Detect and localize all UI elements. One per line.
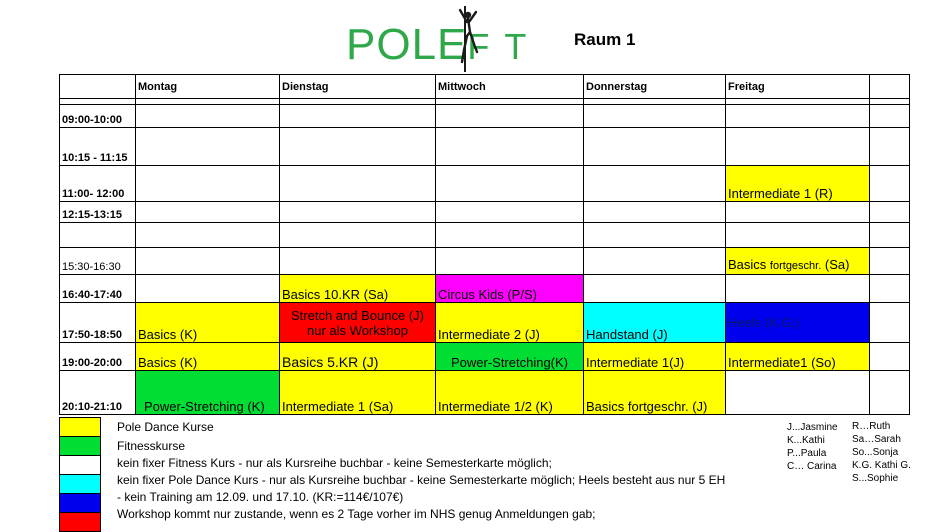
- time-label: 10:15 - 11:15: [60, 128, 136, 166]
- instructor-name: K.G. Kathi G.: [852, 460, 911, 471]
- class-cell: Power-Stretching(K): [436, 343, 584, 371]
- time-label: 15:30-16:30: [60, 248, 136, 275]
- time-row: [60, 248, 910, 275]
- legend-swatch: [59, 512, 101, 532]
- day-header: Freitag: [726, 75, 870, 99]
- legend-text: Pole Dance Kurse: [117, 420, 214, 434]
- instructor-name: So...Sonja: [852, 447, 899, 458]
- time-row: [60, 128, 910, 166]
- class-cell: Handstand (J): [584, 303, 726, 343]
- time-label: [60, 223, 136, 248]
- instructor-name: J...Jasmine: [787, 422, 838, 433]
- class-cell: Intermediate 1 (Sa): [280, 371, 436, 415]
- pole-dancer-icon: [450, 6, 480, 72]
- class-cell: Basics fortgeschr. (J): [584, 371, 726, 415]
- class-cell: Basics 10.KR (Sa): [280, 275, 436, 303]
- time-row: [60, 371, 910, 415]
- time-row: [60, 343, 910, 371]
- logo-f: F: [467, 26, 491, 67]
- legend-swatch: [59, 474, 101, 494]
- class-cell: Power-Stretching (K): [136, 371, 280, 415]
- instructor-name: P...Paula: [787, 448, 827, 459]
- class-cell: Intermediate 1(J): [584, 343, 726, 371]
- extra-col-header: [870, 75, 910, 99]
- header-row: [60, 75, 910, 99]
- time-label: 20:10-21:10: [60, 371, 136, 415]
- instructor-name: S...Sophie: [852, 473, 899, 484]
- class-cell: Intermediate1 (So): [726, 343, 870, 371]
- time-row: [60, 275, 910, 303]
- class-cell: Intermediate 1/2 (K): [436, 371, 584, 415]
- legend-swatch: [59, 455, 101, 475]
- class-cell: Basics (K): [136, 343, 280, 371]
- class-cell: Heels (K.G.): [726, 303, 870, 343]
- time-row: [60, 303, 910, 343]
- time-label: 11:00- 12:00: [60, 166, 136, 202]
- legend-text: kein fixer Pole Dance Kurs - nur als Kursreihe buchbar - keine Semesterkarte möglich; Heels besteht aus nur 5 EH: [117, 473, 726, 487]
- corner-cell: [60, 75, 136, 99]
- class-cell: Intermediate 1 (R): [726, 166, 870, 202]
- time-row: [60, 105, 910, 128]
- legend-swatch: [59, 493, 101, 513]
- instructor-list-left: [787, 421, 838, 473]
- time-label: 17:50-18:50: [60, 303, 136, 343]
- day-header: Mittwoch: [436, 75, 584, 99]
- logo-t: T: [504, 26, 528, 67]
- class-cell: Circus Kids (P/S): [436, 275, 584, 303]
- time-row: [60, 166, 910, 202]
- time-label: 16:40-17:40: [60, 275, 136, 303]
- class-cell: Stretch and Bounce (J) nur als Workshop: [280, 303, 436, 343]
- instructor-name: K...Kathi: [787, 435, 825, 446]
- logo-pole: POLE: [346, 20, 468, 69]
- instructor-name: C… Carina: [787, 461, 837, 472]
- instructor-name: R…Ruth: [852, 421, 891, 432]
- class-cell: Basics 5.KR (J): [280, 343, 436, 371]
- logo-text: [346, 20, 527, 70]
- legend-text: kein fixer Fitness Kurs - nur als Kursreihe buchbar - keine Semesterkarte möglich;: [117, 456, 552, 470]
- legend-text: Workshop kommt nur zustande, wenn es 2 Tage vorher im NHS genug Anmeldungen gab;: [117, 507, 596, 521]
- schedule-table: [59, 74, 910, 415]
- legend-text: Fitnesskurse: [117, 439, 186, 453]
- time-label: 09:00-10:00: [60, 105, 136, 128]
- legend-text: - kein Training am 12.09. und 17.10. (KR:=114€/107€): [117, 490, 404, 504]
- time-row: [60, 202, 910, 223]
- legend-swatch: [59, 436, 101, 456]
- class-cell: Basics fortgeschr. (Sa): [726, 248, 870, 275]
- legend-swatch: [59, 417, 101, 437]
- class-cell: Basics (K): [136, 303, 280, 343]
- time-label: 19:00-20:00: [60, 343, 136, 371]
- room-title: Raum 1: [574, 30, 636, 49]
- day-header: Dienstag: [280, 75, 436, 99]
- instructor-list-right: [852, 420, 911, 485]
- day-header: Montag: [136, 75, 280, 99]
- time-label: 12:15-13:15: [60, 202, 136, 223]
- instructor-name: Sa…Sarah: [852, 434, 901, 445]
- polefit-logo: [346, 6, 528, 76]
- time-row: [60, 223, 910, 248]
- day-header: Donnerstag: [584, 75, 726, 99]
- class-cell: Intermediate 2 (J): [436, 303, 584, 343]
